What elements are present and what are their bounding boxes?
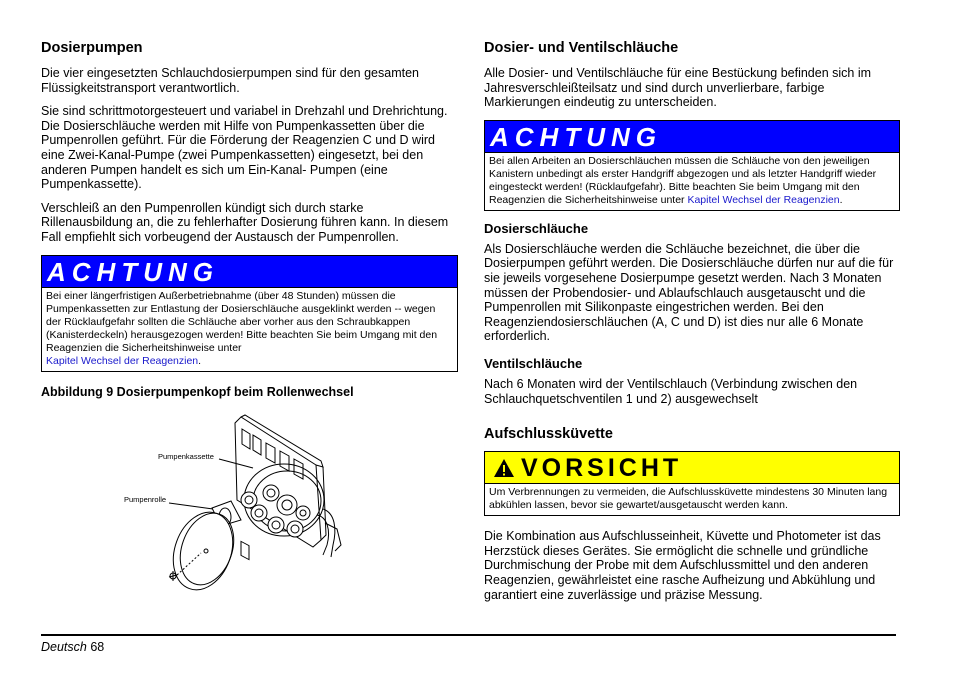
- paragraph: Die vier eingesetzten Schlauchdosierpumpen sind für den gesamten Flüssigkeitstransport verantwortlich.: [41, 66, 420, 95]
- footer: [41, 640, 104, 654]
- warning-text: [485, 152, 899, 210]
- paragraph: Verschleiß an den Pumpenrollen kündigt sich durch starke Rillenausbildung an, die zu fehlerhafter Dosierung führen kann. In diesem Fall empfiehlt sich vorbeugend der Austausch der Pumpenrollen.: [41, 200, 449, 244]
- paragraph: Als Dosierschläuche werden die Schläuche bezeichnet, die über die Dosierpumpen geführt werden. Die Dosierschläuche dürfen nur auf die für sie jeweils vorgesehene Dosierpumpe gesetzt werden. Nach 3 Monaten müssen der Probendosier- und Ablaufschlauch ausgetauscht und die Pumpenrollen mit Silikonpaste eingestrichen werden. Bei den Reagenziendosierschläuchen (A, C und D) ist dies nur alle 6 Monate erforderlich.: [484, 241, 894, 344]
- link-kapitel-wechsel-reagenzien[interactable]: Kapitel Wechsel der Reagenzien: [46, 354, 199, 367]
- warning-body-text: Bei allen Arbeiten an Dosierschläuchen müssen die Schläuche von den jeweiligen Kanistern unbedingt als erster Handgriff abgezogen und als letzter Handgriff wieder eingesteckt werden! (Rücklaufgefahr). Bitte beachten Sie beim Umgang mit den Reagenzien die Sicherheitshinweise unter: [489, 154, 877, 206]
- punctuation: .: [839, 193, 843, 206]
- figure-caption: Abbildung 9 Dosierpumpenkopf beim Rollenwechsel: [41, 384, 354, 399]
- warning-title: ACHTUNG: [42, 256, 457, 287]
- label-pumpenkassette: Pumpenkassette: [158, 451, 214, 461]
- section-heading-aufschlusskuevette: Aufschlussküvette: [484, 426, 613, 443]
- page-number: 68: [90, 640, 105, 654]
- warning-box: [41, 255, 458, 372]
- paragraph: Nach 6 Monaten wird der Ventilschlauch (Verbindung zwischen den Schlauchquetschventilen 1 und 2) ausgewechselt: [484, 376, 858, 406]
- warning-text: [42, 287, 457, 371]
- pump-head-illustration: [41, 405, 458, 600]
- paragraph: Die Kombination aus Aufschlusseinheit, Küvette und Photometer ist das Herzstück dieses Gerätes. Sie ermöglicht die schnelle und gründliche Durchmischung der Probe mit dem Aufschlussmittel und den anderen Reagenzien, gewährleistet eine rasche Aufheizung und Abkühlung und garantiert eine zuverlässige und präzise Messung.: [484, 529, 881, 602]
- left-column: [41, 40, 458, 600]
- warning-box: [484, 120, 900, 211]
- subheading-dosierschlaeuche: Dosierschläuche: [484, 220, 589, 236]
- footer-language: Deutsch: [41, 640, 87, 654]
- warning-triangle-icon: [493, 458, 515, 478]
- caution-text: Um Verbrennungen zu vermeiden, die Aufschlussküvette mindestens 30 Minuten lang abkühlen lassen, bevor sie gewartet/ausgetauscht werden kann.: [485, 483, 899, 515]
- punctuation: .: [198, 354, 202, 367]
- label-pumpenrolle: Pumpenrolle: [124, 494, 167, 504]
- link-kapitel-wechsel-reagenzien[interactable]: Kapitel Wechsel der Reagenzien: [687, 193, 840, 206]
- caution-header: [485, 452, 899, 483]
- paragraph: Alle Dosier- und Ventilschläuche für eine Bestückung befinden sich im Jahresverschleißteilsatz und sind durch unverlierbare, farbige Markierungen eindeutig zu unterscheiden.: [484, 66, 872, 110]
- paragraph: Sie sind schrittmotorgesteuert und variabel in Drehzahl und Drehrichtung. Die Dosierschläuche werden mit Hilfe von Pumpenkassetten über die Pumpenrollen geführt. Für die Förderung der Reagenzien C und D wird eine Zwei-Kanal-Pumpe (zwei Pumpenkassetten) eingesetzt, bei den anderen Pumpen handelt es sich um Ein-Kanal- Pumpen (eine Pumpenkassette).: [41, 104, 448, 192]
- section-heading-dosierpumpen: Dosierpumpen: [41, 40, 143, 56]
- caution-title: VORSICHT: [521, 454, 683, 483]
- warning-body-text: Bei einer längerfristigen Außerbetriebnahme (über 48 Stunden) müssen die Pumpenkassetten zur Entlastung der Dosierschläuche ausgeklinkt werden -- wegen der Rücklaufgefahr sollten die Schläuche aber vorher aus den Schraubkappen (Kanisterdeckeln) herausgezogen werden! Bitte beachten Sie beim Umgang mit den Reagenzien die Sicherheitshinweise unter: [46, 289, 438, 354]
- footer-divider: [41, 634, 896, 636]
- section-heading-dosier-ventilschlaeuche: Dosier- und Ventilschläuche: [484, 40, 679, 56]
- right-column: [484, 40, 900, 611]
- caution-box: [484, 451, 900, 516]
- subheading-ventilschlaeuche: Ventilschläuche: [484, 355, 583, 371]
- figure-pump-head: [41, 405, 458, 600]
- warning-title: ACHTUNG: [485, 121, 899, 152]
